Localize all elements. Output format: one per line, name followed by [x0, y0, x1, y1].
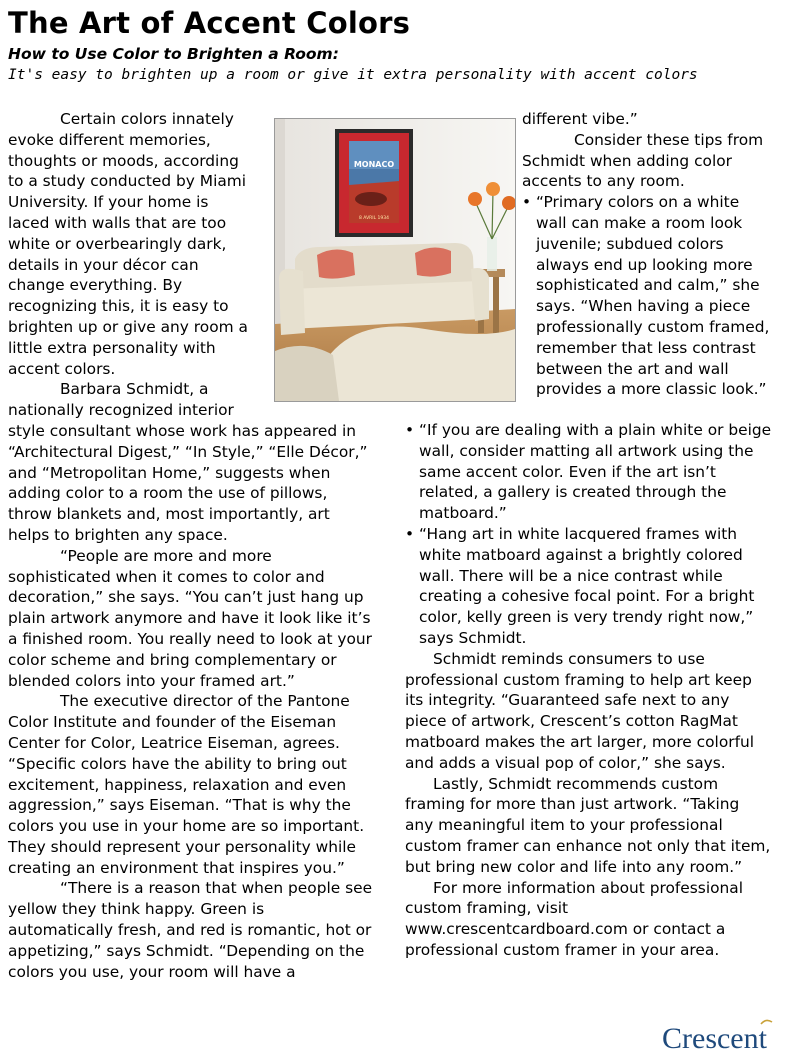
poster-title: MONACO: [353, 160, 395, 169]
living-room-illustration: [275, 119, 515, 401]
logo-wordmark: Crescent: [662, 1022, 767, 1052]
paragraph: style consultant whose work has appeared in “Architectural Digest,” “In Style,” “Elle Décor,” and “Metropolitan Home,” suggests when adding color to a room the use of pillows, throw blankets and, most importantly, art helps to brighten any space.: [8, 421, 368, 544]
paragraph: different vibe.”: [522, 110, 638, 128]
tip-text: “Primary colors on a white wall can make a room look juvenile; subdued colors always end up looking more sophisticated and calm,” she says. “When having a piece professionally custom framed, remember that less contrast between the art and wall provides a more classic look.”: [536, 193, 770, 399]
bullet-icon: •: [522, 193, 532, 212]
article-title: The Art of Accent Colors: [8, 6, 411, 40]
article-tagline: It's easy to brighten up a room or give it extra personality with accent colors: [8, 67, 698, 83]
bullet-icon: •: [405, 421, 415, 439]
paragraph: Schmidt reminds consumers to use professional custom framing to help art keep its integrity. “Guaranteed safe next to any piece of artwork, Crescent’s cotton RagMat matboard makes the art larger, more colorful and adds a visual pop of color,” she says.: [405, 649, 755, 772]
crescent-logo: [660, 1018, 796, 1052]
bullet-icon: •: [405, 524, 415, 543]
column-right-narrow: [522, 109, 772, 400]
article-subtitle: How to Use Color to Brighten a Room:: [8, 45, 339, 63]
poster-date: 8 AVRIL 1934: [358, 216, 390, 221]
paragraph: “People are more and more sophisticated when it comes to color and decoration,” she says. “You can’t just hang up plain artwork anymore and have it look like it’s a finished room. You really need to look at your color scheme and bring complementary or blended colors into your framed art.”: [8, 546, 372, 690]
paragraph: Barbara Schmidt, a nationally recognized interior: [8, 380, 234, 420]
tip-list-item: [405, 524, 772, 649]
living-room-photo: [274, 118, 516, 402]
tip-list-item: [522, 192, 772, 400]
column-left-narrow: [8, 109, 248, 421]
paragraph: Lastly, Schmidt recommends custom framing for more than just artwork. “Taking any meaningful item to your professional custom framer can enhance not only that item, but bring new color and life into any room.”: [405, 774, 771, 876]
tip-list-item: [405, 420, 772, 524]
tip-text: “Hang art in white lacquered frames with white matboard against a brightly colored wall. There will be a nice contrast while creating a cohesive focal point. For a bright color, kelly green is very trendy right now,” says Schmidt.: [419, 524, 755, 647]
paragraph: Consider these tips from Schmidt when adding color accents to any room.: [522, 130, 764, 191]
tip-text: “If you are dealing with a plain white or beige wall, consider matting all artwork using the same accent color. Even if the art isn’t related, a gallery is created through the matboard.”: [419, 421, 772, 523]
paragraph: “There is a reason that when people see yellow they think happy. Green is automatically fresh, and red is romantic, hot or appetizing,” says Schmidt. “Depending on the colors you use, your room will have a: [8, 879, 373, 981]
column-right: [405, 420, 772, 961]
paragraph: Certain colors innately evoke different memories, thoughts or moods, according to a study conducted by Miami University. If your home is laced with walls that are too white or overbearingly dark, details in your décor can change everything. By recognizing this, it is easy to brighten up or give any room a little extra personality with accent colors.: [8, 110, 248, 378]
paragraph: For more information about professional custom framing, visit www.crescentcardboard.com or contact a professional custom framer in your area.: [405, 878, 743, 959]
paragraph: The executive director of the Pantone Color Institute and founder of the Eiseman Center for Color, Leatrice Eiseman, agrees. “Specific colors have the ability to bring out excitement, happiness, relaxation and even aggression,” says Eiseman. “That is why the colors you use in your home are so important. They should represent your personality while creating an environment that inspires you.”: [8, 692, 365, 877]
